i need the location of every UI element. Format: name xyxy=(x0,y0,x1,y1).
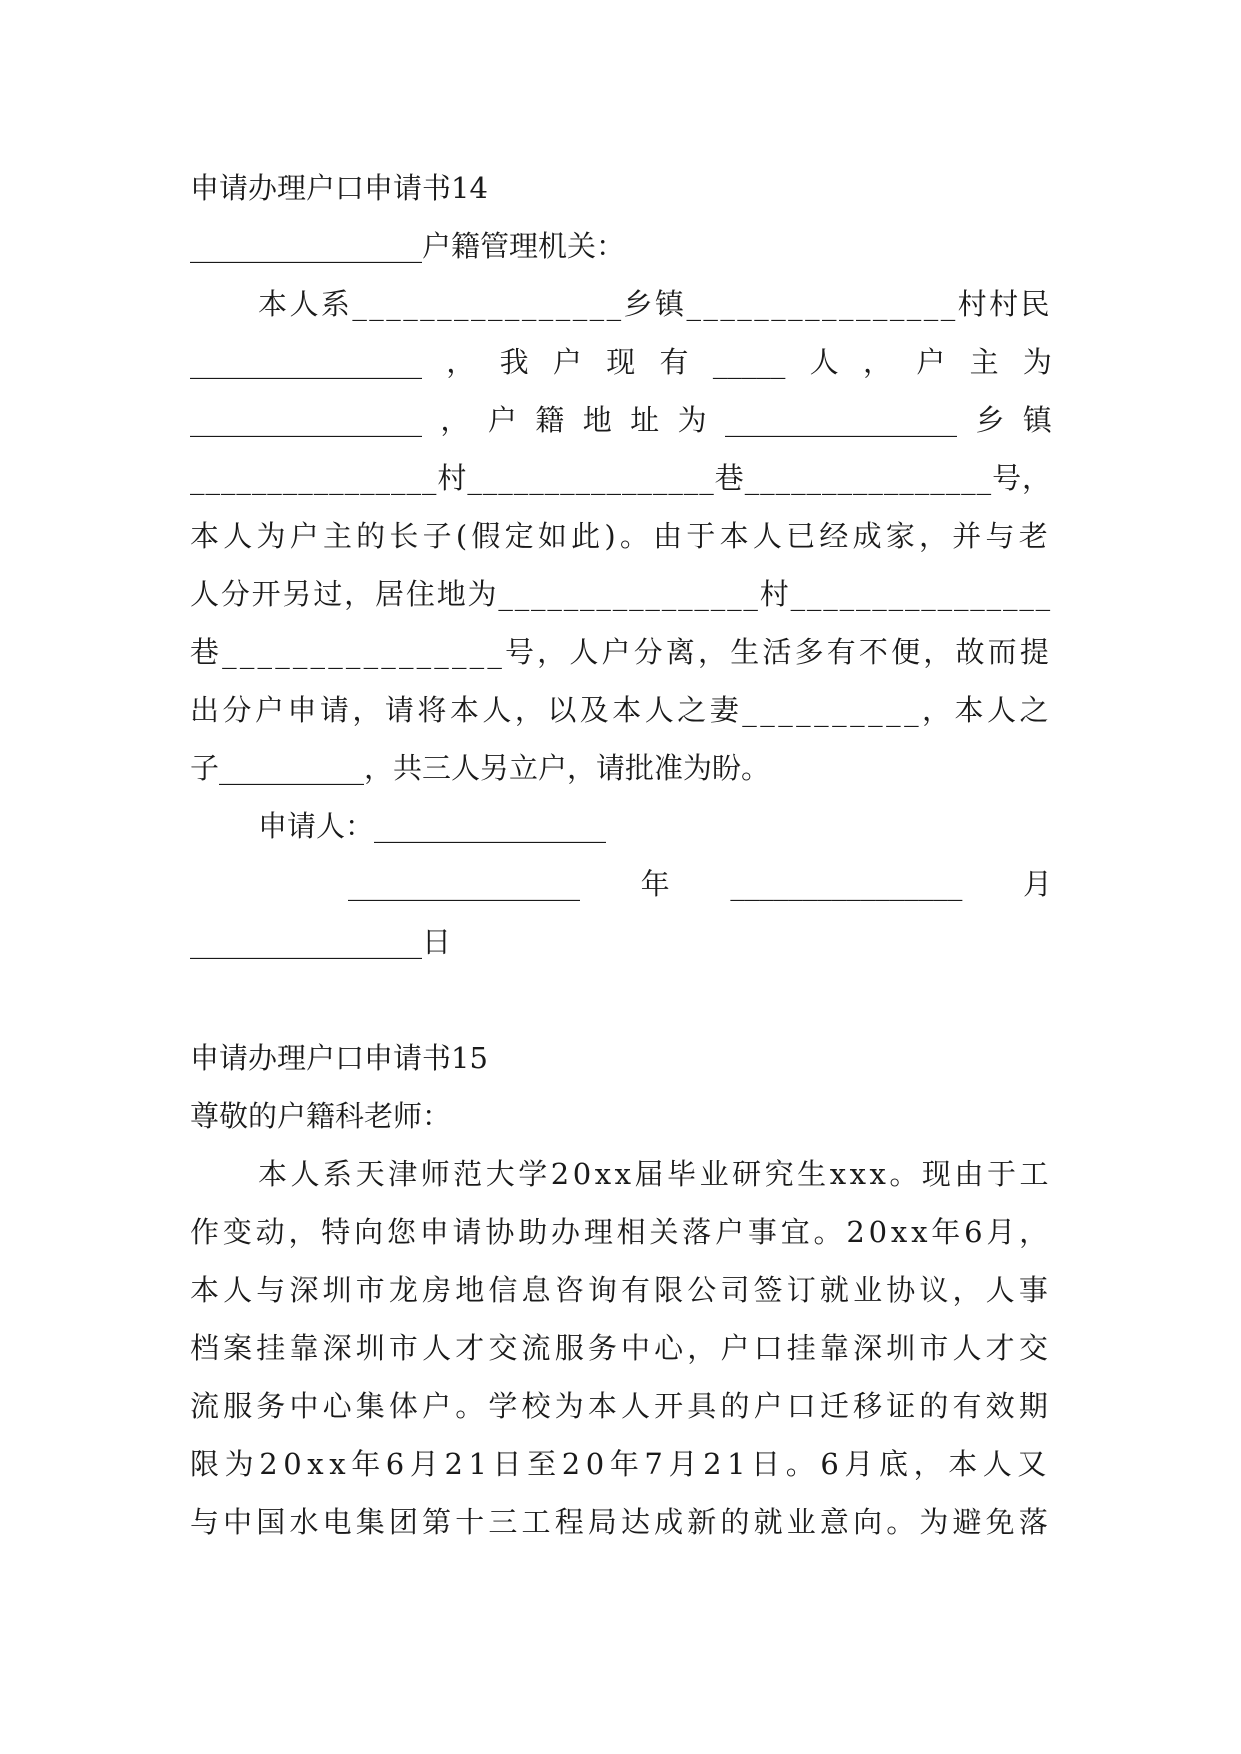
body-line xyxy=(190,1384,1052,1428)
body-text: 地 xyxy=(582,403,612,437)
date-year-label: 年 xyxy=(640,867,670,901)
body-text: 人 xyxy=(809,345,839,379)
body-text: 户 xyxy=(916,345,946,379)
body-text: 档案挂靠深圳市人才交流服务中心，户口挂靠深圳市人才交 xyxy=(190,1331,1052,1365)
body-line xyxy=(190,340,1052,384)
body-line xyxy=(190,1268,1052,1312)
addressee-line: 尊敬的户籍科老师： xyxy=(190,1099,452,1133)
body-text: 本人系________________乡镇________________村村民 xyxy=(258,287,1052,321)
body-text: ________________村________________巷________________号， xyxy=(190,461,1052,495)
body-text: 本人系天津师范大学20xx届毕业研究生xxx。现由于工 xyxy=(258,1157,1052,1191)
body-text: 为 xyxy=(677,403,707,437)
body-text: 我 xyxy=(499,345,529,379)
blank-field: ________________ xyxy=(190,403,422,437)
blank-field: _____ xyxy=(712,345,786,379)
blank-field: ________________ xyxy=(190,345,422,379)
body-text: 址 xyxy=(630,403,660,437)
blank-field: ________________ xyxy=(348,867,580,901)
body-text: 现 xyxy=(606,345,636,379)
body-text: 户 xyxy=(487,403,517,437)
body-line xyxy=(190,1210,1052,1254)
body-text: 作变动，特向您申请协助办理相关落户事宜。20xx年6月， xyxy=(190,1215,1052,1249)
addressee-line: ________________户籍管理机关： xyxy=(190,229,626,263)
body-text: 本人为户主的长子(假定如此)。由于本人已经成家，并与老 xyxy=(190,519,1052,553)
blank-field: ________________ xyxy=(730,867,963,901)
body-text: 流服务中心集体户。学校为本人开具的户口迁移证的有效期 xyxy=(190,1389,1052,1423)
body-text: 主 xyxy=(969,345,999,379)
body-text: 人分开另过，居住地为________________村________________ xyxy=(190,577,1052,611)
body-line xyxy=(190,1500,1052,1544)
body-line xyxy=(190,398,1052,442)
body-text: 户 xyxy=(552,345,582,379)
body-line: 子__________，共三人另立户，请批准为盼。 xyxy=(190,751,771,785)
body-text: 出分户申请，请将本人，以及本人之妻__________，本人之 xyxy=(190,693,1052,727)
body-line xyxy=(190,514,1052,558)
body-line xyxy=(190,630,1052,674)
body-text: ， xyxy=(446,345,476,379)
date-month-label: 月 xyxy=(1022,867,1052,901)
body-line xyxy=(190,572,1052,616)
body-text: 限为20xx年6月21日至20年7月21日。6月底，本人又 xyxy=(190,1447,1052,1481)
blank-field: ________________ xyxy=(725,403,958,437)
body-line xyxy=(190,688,1052,732)
section-title-15: 申请办理户口申请书15 xyxy=(190,1041,488,1075)
body-text: 籍 xyxy=(535,403,565,437)
body-line xyxy=(190,1152,1052,1196)
body-text: ， xyxy=(440,403,470,437)
body-text: 与中国水电集团第十三工程局达成新的就业意向。为避免落 xyxy=(190,1505,1052,1539)
body-line xyxy=(190,282,1052,326)
body-text: 巷________________号，人户分离，生活多有不便，故而提 xyxy=(190,635,1052,669)
body-text: 乡 xyxy=(975,403,1005,437)
body-line xyxy=(190,456,1052,500)
body-line xyxy=(190,1326,1052,1370)
applicant-line: 申请人：________________ xyxy=(258,809,607,843)
body-text: ， xyxy=(862,345,892,379)
body-text: 本人与深圳市龙房地信息咨询有限公司签订就业协议，人事 xyxy=(190,1273,1052,1307)
date-line xyxy=(348,862,1052,906)
body-text: 镇 xyxy=(1022,403,1052,437)
body-text: 有 xyxy=(659,345,689,379)
section-title-14: 申请办理户口申请书14 xyxy=(190,171,488,205)
date-day-line: ________________日 xyxy=(190,925,452,959)
body-line xyxy=(190,1442,1052,1486)
body-text: 为 xyxy=(1022,345,1052,379)
